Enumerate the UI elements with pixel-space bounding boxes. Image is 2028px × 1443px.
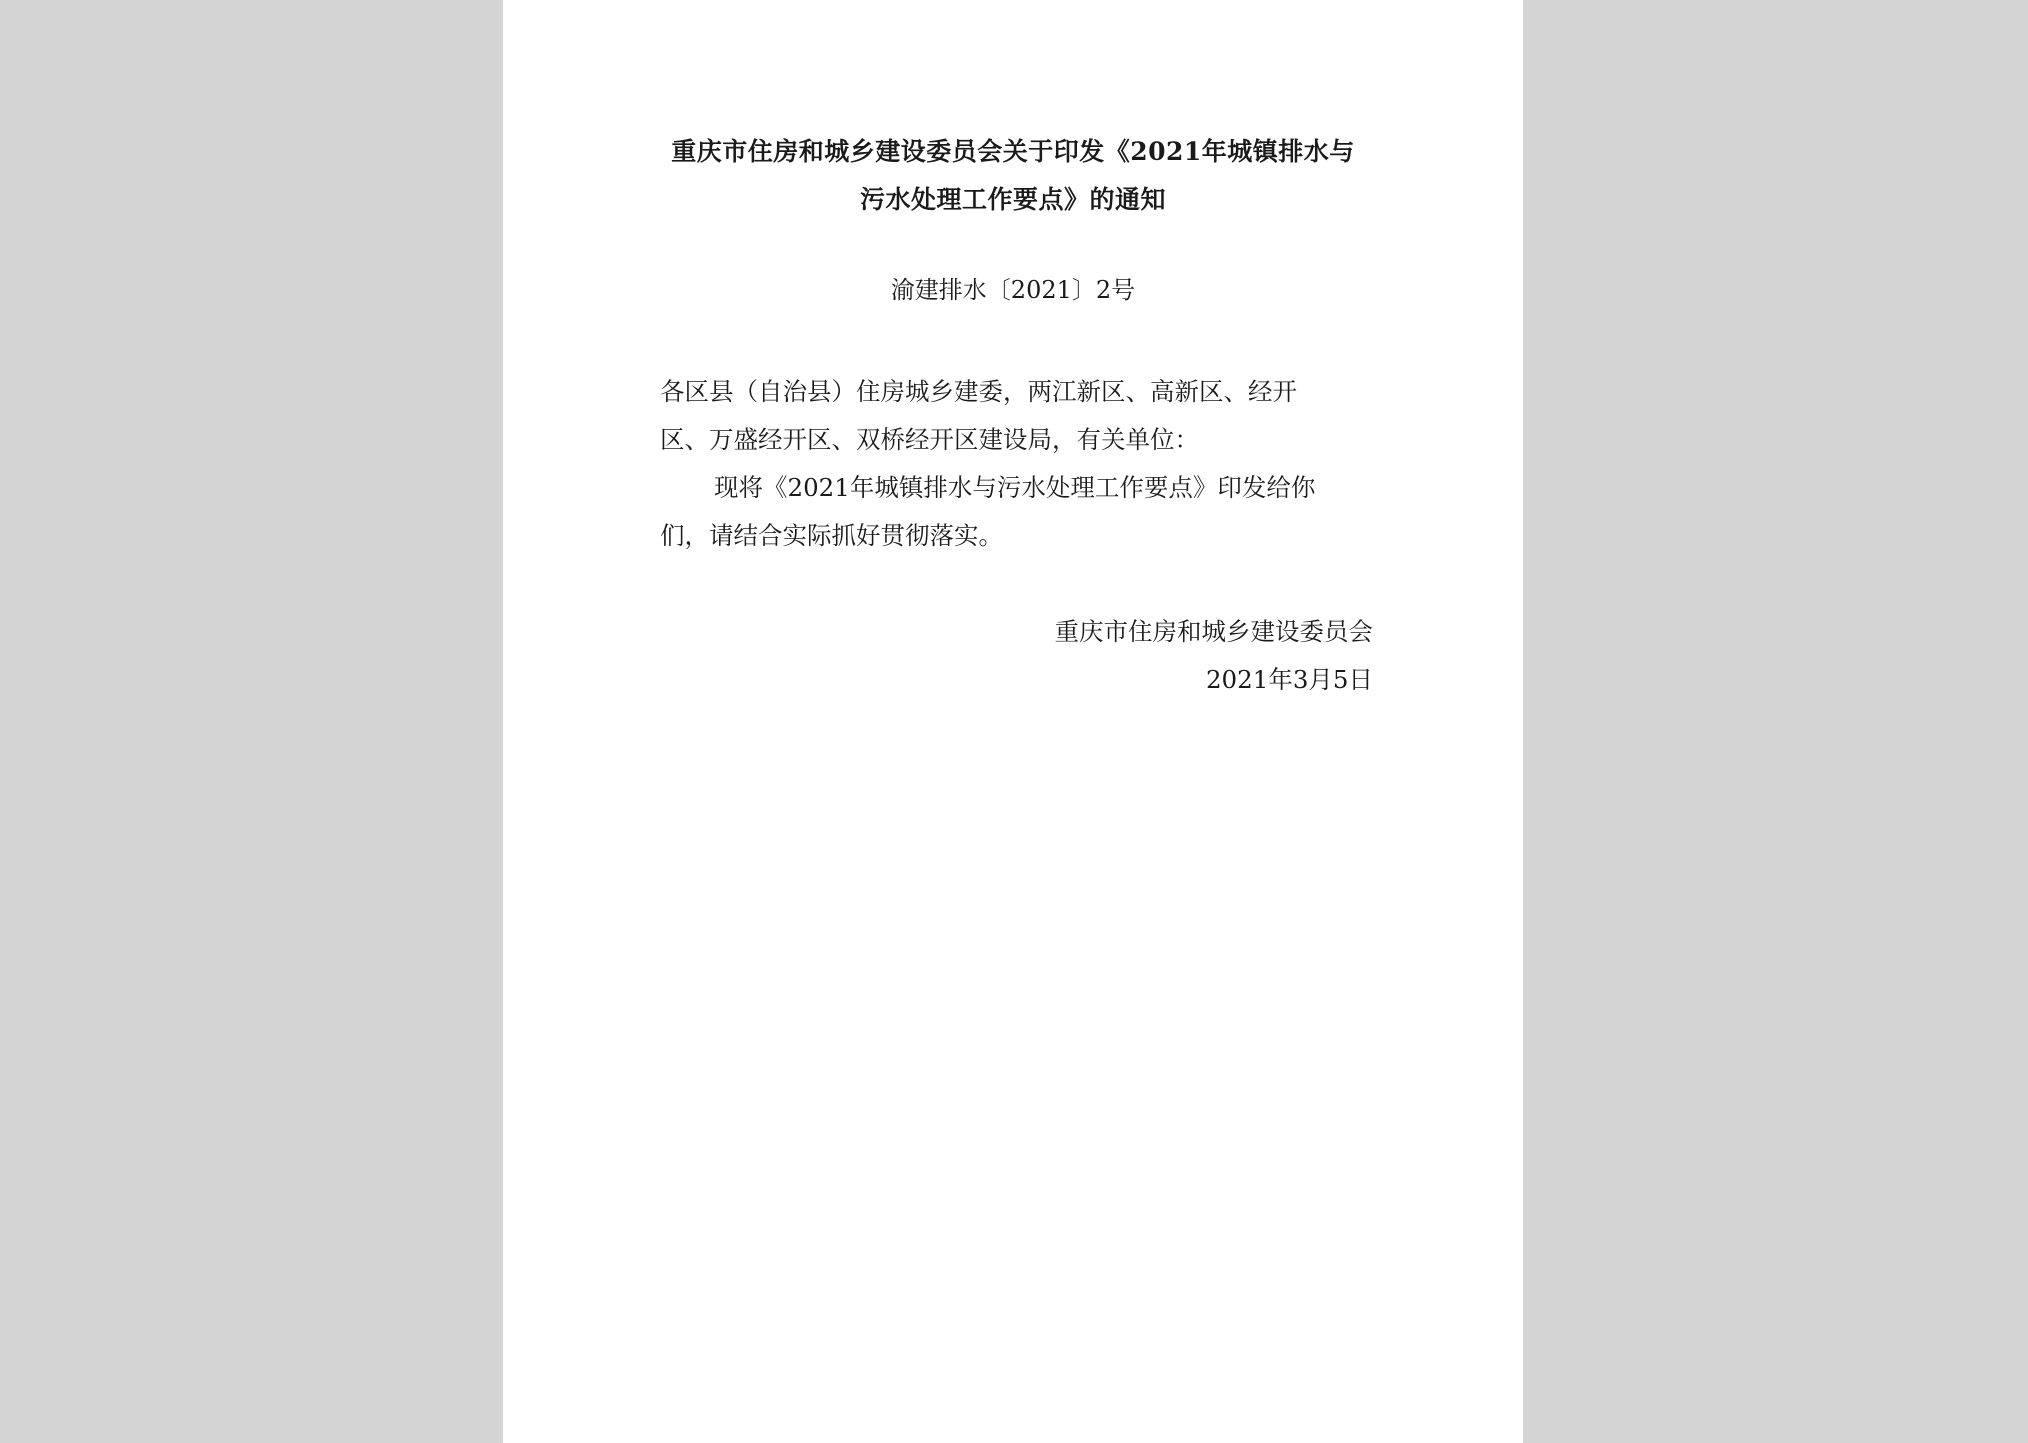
document-page [503, 0, 1523, 1443]
addressee-block [660, 368, 1375, 464]
addressee-line-1: 各区县（自治县）住房城乡建委，两江新区、高新区、经开 [660, 377, 1297, 406]
body-line-1: 现将《2021年城镇排水与污水处理工作要点》印发给你 [714, 473, 1316, 502]
body-paragraph [660, 464, 1375, 560]
title-line-1: 重庆市住房和城乡建设委员会关于印发《2021年城镇排水与 [671, 137, 1355, 166]
document-title [653, 128, 1373, 224]
title-line-2: 污水处理工作要点》的通知 [859, 185, 1166, 214]
body-line-2: 们，请结合实际抓好贯彻落实。 [660, 521, 1003, 550]
document-number: 渝建排水〔2021〕2号 [890, 276, 1136, 304]
signature-date: 2021年3月5日 [1205, 665, 1373, 694]
addressee-line-2: 区、万盛经开区、双桥经开区建设局，有关单位： [660, 425, 1199, 454]
signature-organization: 重庆市住房和城乡建设委员会 [1054, 617, 1373, 646]
